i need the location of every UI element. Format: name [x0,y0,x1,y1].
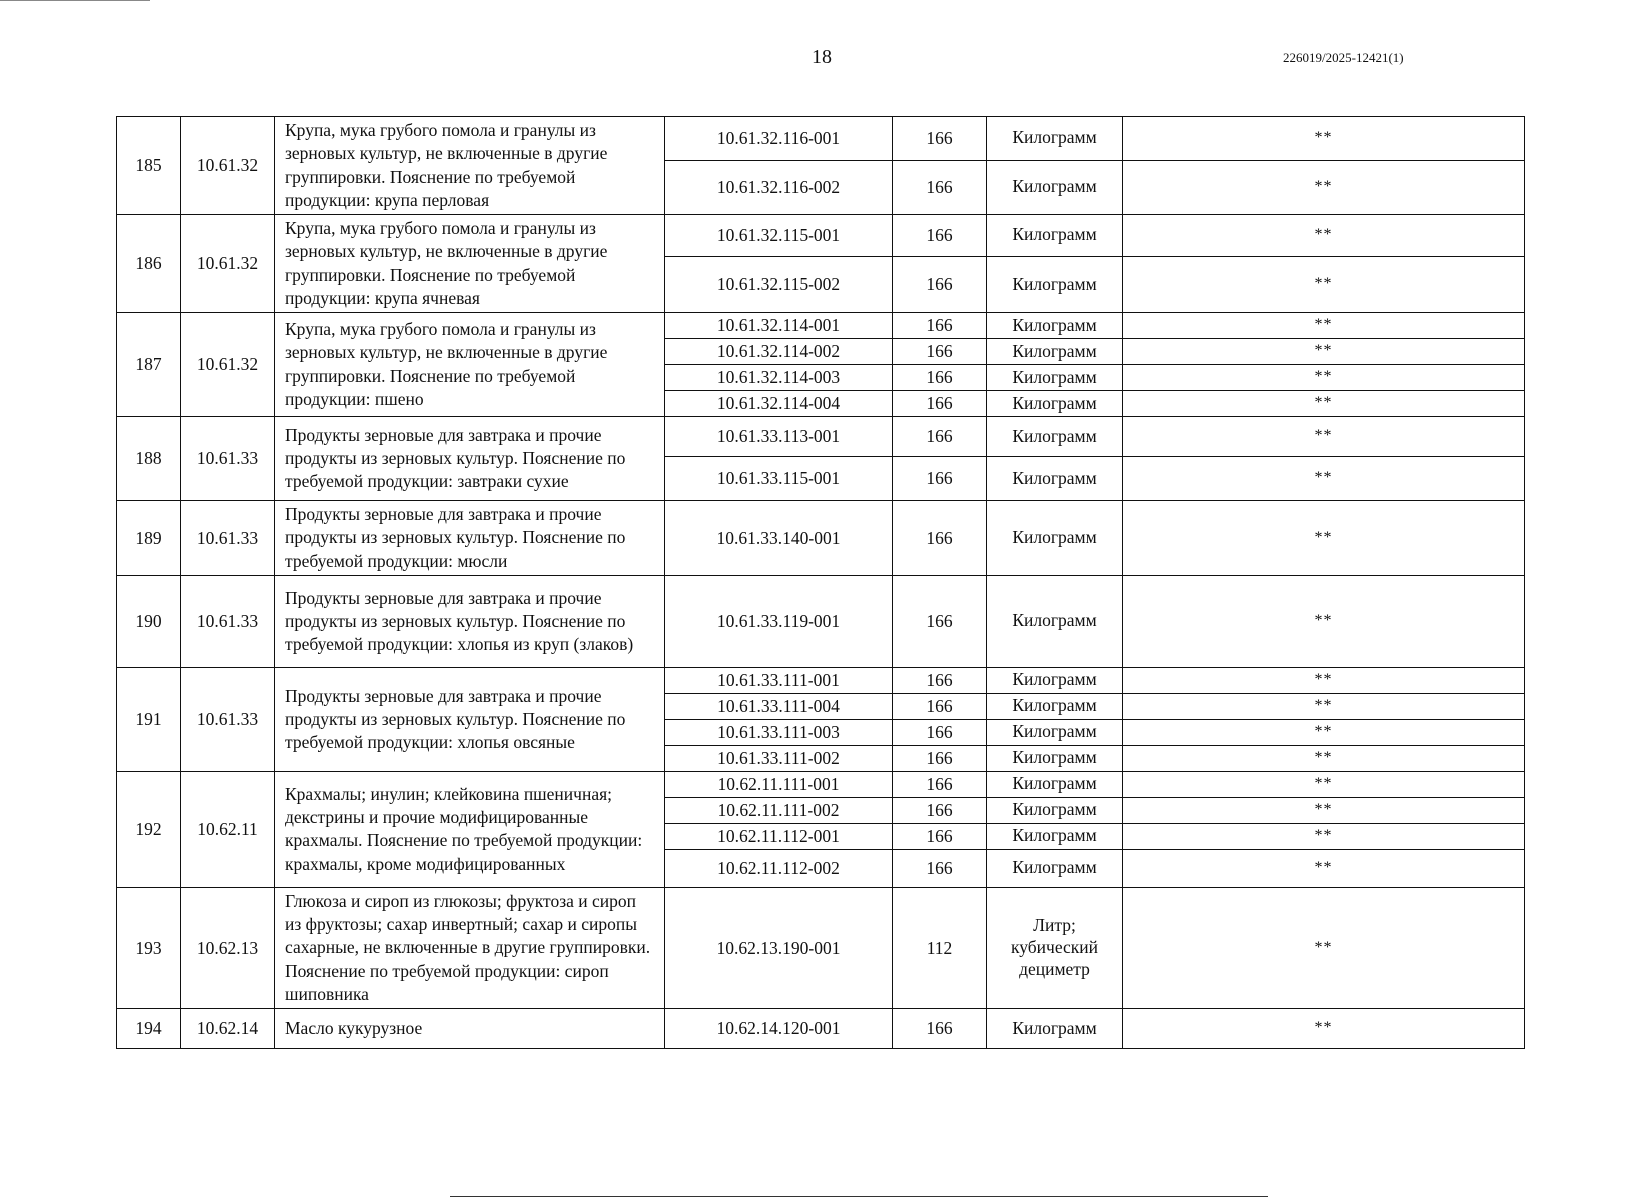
okpd2-code: 10.61.33 [181,667,275,771]
unit-name: Килограмм [987,667,1123,693]
note-value: ** [1123,823,1525,849]
item-number: 194 [117,1009,181,1049]
ktru-code: 10.62.11.111-001 [665,771,893,797]
okei-code: 166 [893,823,987,849]
item-number: 186 [117,215,181,313]
unit-name: Килограмм [987,215,1123,257]
unit-name: Килограмм [987,771,1123,797]
product-description: Крупа, мука грубого помола и гранулы из зерновых культур, не включенные в другие группировки. Пояснение по требуемой продукции: пшено [275,313,665,417]
table-body [117,117,1525,1049]
unit-name: Литр; кубический дециметр [987,887,1123,1008]
okei-code: 166 [893,339,987,365]
okpd2-code: 10.61.33 [181,575,275,667]
table-row [117,417,1525,457]
ktru-code: 10.61.33.113-001 [665,417,893,457]
table-row [117,215,1525,257]
unit-name: Килограмм [987,417,1123,457]
okei-code: 166 [893,575,987,667]
product-description: Продукты зерновые для завтрака и прочие продукты из зерновых культур. Пояснение по требуемой продукции: хлопья овсяные [275,667,665,771]
okpd2-code: 10.61.33 [181,501,275,576]
note-value: ** [1123,160,1525,214]
product-description: Продукты зерновые для завтрака и прочие продукты из зерновых культур. Пояснение по требуемой продукции: мюсли [275,501,665,576]
table-row [117,575,1525,667]
product-description: Масло кукурузное [275,1009,665,1049]
okei-code: 166 [893,313,987,339]
okei-code: 166 [893,719,987,745]
okei-code: 166 [893,501,987,576]
ktru-code: 10.61.32.114-001 [665,313,893,339]
item-number: 187 [117,313,181,417]
okpd2-code: 10.62.11 [181,771,275,887]
okei-code: 166 [893,849,987,887]
ktru-code: 10.61.33.111-004 [665,693,893,719]
note-value: ** [1123,501,1525,576]
ktru-code: 10.61.32.114-004 [665,391,893,417]
okei-code: 166 [893,797,987,823]
okpd2-code: 10.61.32 [181,117,275,215]
ktru-code: 10.62.13.190-001 [665,887,893,1008]
item-number: 189 [117,501,181,576]
okpd2-code: 10.61.32 [181,313,275,417]
ktru-code: 10.61.33.111-001 [665,667,893,693]
product-description: Продукты зерновые для завтрака и прочие продукты из зерновых культур. Пояснение по требуемой продукции: хлопья из круп (злаков) [275,575,665,667]
table-row [117,313,1525,339]
okei-code: 166 [893,365,987,391]
table-row [117,667,1525,693]
page-number: 18 [812,46,832,68]
ktru-code: 10.61.32.116-001 [665,117,893,161]
item-number: 192 [117,771,181,887]
product-description: Крахмалы; инулин; клейковина пшеничная; декстрины и прочие модифицированные крахмалы. Пояснение по требуемой продукции: крахмалы, кроме модифицированных [275,771,665,887]
ktru-code: 10.62.11.112-001 [665,823,893,849]
note-value: ** [1123,117,1525,161]
okpd2-code: 10.61.32 [181,215,275,313]
table-row [117,887,1525,1008]
product-description: Крупа, мука грубого помола и гранулы из зерновых культур, не включенные в другие группировки. Пояснение по требуемой продукции: крупа ячневая [275,215,665,313]
unit-name: Килограмм [987,575,1123,667]
note-value: ** [1123,215,1525,257]
okpd2-code: 10.61.33 [181,417,275,501]
scan-edge-mark [0,0,150,1]
item-number: 191 [117,667,181,771]
okei-code: 166 [893,160,987,214]
unit-name: Килограмм [987,693,1123,719]
note-value: ** [1123,719,1525,745]
ktru-code: 10.61.32.116-002 [665,160,893,214]
unit-name: Килограмм [987,365,1123,391]
document-id: 226019/2025-12421(1) [1283,50,1404,65]
item-number: 190 [117,575,181,667]
bottom-rule [450,1196,1268,1197]
note-value: ** [1123,256,1525,312]
table-row [117,501,1525,576]
okpd2-code: 10.62.13 [181,887,275,1008]
okei-code: 166 [893,391,987,417]
unit-name: Килограмм [987,719,1123,745]
okei-code: 166 [893,771,987,797]
note-value: ** [1123,313,1525,339]
unit-name: Килограмм [987,797,1123,823]
ktru-code: 10.61.33.111-002 [665,745,893,771]
note-value: ** [1123,457,1525,501]
unit-name: Килограмм [987,849,1123,887]
table-row [117,771,1525,797]
ktru-code: 10.61.32.114-003 [665,365,893,391]
ktru-code: 10.61.32.114-002 [665,339,893,365]
note-value: ** [1123,745,1525,771]
ktru-code: 10.61.32.115-001 [665,215,893,257]
okei-code: 166 [893,667,987,693]
unit-name: Килограмм [987,823,1123,849]
unit-name: Килограмм [987,457,1123,501]
unit-name: Килограмм [987,339,1123,365]
note-value: ** [1123,797,1525,823]
note-value: ** [1123,417,1525,457]
note-value: ** [1123,1009,1525,1049]
unit-name: Килограмм [987,391,1123,417]
unit-name: Килограмм [987,1009,1123,1049]
specification-table [116,116,1525,1049]
ktru-code: 10.61.33.111-003 [665,719,893,745]
okei-code: 166 [893,256,987,312]
note-value: ** [1123,391,1525,417]
table-row [117,1009,1525,1049]
item-number: 193 [117,887,181,1008]
item-number: 185 [117,117,181,215]
okpd2-code: 10.62.14 [181,1009,275,1049]
unit-name: Килограмм [987,501,1123,576]
note-value: ** [1123,771,1525,797]
unit-name: Килограмм [987,256,1123,312]
ktru-code: 10.62.11.112-002 [665,849,893,887]
ktru-code: 10.61.32.115-002 [665,256,893,312]
note-value: ** [1123,887,1525,1008]
note-value: ** [1123,693,1525,719]
unit-name: Килограмм [987,313,1123,339]
note-value: ** [1123,339,1525,365]
unit-name: Килограмм [987,160,1123,214]
product-description: Крупа, мука грубого помола и гранулы из зерновых культур, не включенные в другие группировки. Пояснение по требуемой продукции: крупа перловая [275,117,665,215]
unit-name: Килограмм [987,745,1123,771]
product-description: Глюкоза и сироп из глюкозы; фруктоза и сироп из фруктозы; сахар инвертный; сахар и сиропы сахарные, не включенные в другие группировки. Пояснение по требуемой продукции: сироп шиповника [275,887,665,1008]
okei-code: 166 [893,117,987,161]
okei-code: 112 [893,887,987,1008]
product-description: Продукты зерновые для завтрака и прочие продукты из зерновых культур. Пояснение по требуемой продукции: завтраки сухие [275,417,665,501]
item-number: 188 [117,417,181,501]
note-value: ** [1123,575,1525,667]
ktru-code: 10.62.11.111-002 [665,797,893,823]
note-value: ** [1123,849,1525,887]
okei-code: 166 [893,215,987,257]
note-value: ** [1123,365,1525,391]
table-row [117,117,1525,161]
note-value: ** [1123,667,1525,693]
ktru-code: 10.61.33.119-001 [665,575,893,667]
okei-code: 166 [893,417,987,457]
ktru-code: 10.61.33.140-001 [665,501,893,576]
unit-name: Килограмм [987,117,1123,161]
okei-code: 166 [893,457,987,501]
okei-code: 166 [893,1009,987,1049]
ktru-code: 10.62.14.120-001 [665,1009,893,1049]
okei-code: 166 [893,693,987,719]
ktru-code: 10.61.33.115-001 [665,457,893,501]
okei-code: 166 [893,745,987,771]
